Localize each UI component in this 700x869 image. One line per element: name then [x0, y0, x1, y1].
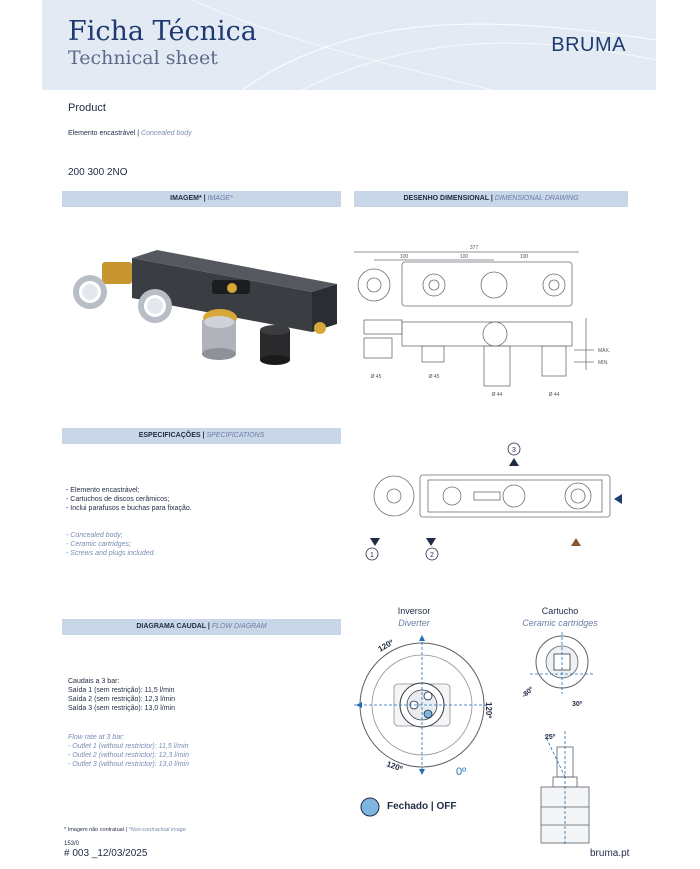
product-code: 200 300 2NO: [68, 167, 128, 178]
flow-en-line: - Outlet 3 (without restrictor): 13,0 l/min: [68, 761, 189, 768]
spec-pt-item: - Elemento encastrável;: [66, 487, 140, 494]
footer-note-pt: * Imagem não contratual: [64, 827, 124, 833]
spec-pt-item: - Inclui parafusos e buchas para fixação.: [66, 505, 192, 512]
dim-d44-a: Ø 44: [491, 392, 503, 398]
angle-0: 0º: [456, 766, 467, 778]
dim-total: 377: [469, 245, 479, 251]
angle-30: 30º: [572, 701, 583, 708]
dim-max: MAX.: [598, 348, 611, 354]
dim-d44-b: Ø 44: [548, 392, 560, 398]
angle-120-right: 120º: [484, 702, 493, 719]
callout-3: 3: [512, 447, 516, 454]
dim-100-b: 100: [459, 254, 469, 260]
band-drawing-en: DIMENSIONAL DRAWING: [494, 195, 579, 202]
band-specifications: ESPECIFICAÇÕES | SPECIFICATIONS: [62, 428, 341, 444]
band-flow-en: FLOW DIAGRAM: [211, 623, 267, 630]
band-flow-diagram: DIAGRAMA CAUDAL | FLOW DIAGRAM: [62, 619, 341, 635]
spec-pt-item: - Cartuchos de discos cerâmicos;: [66, 496, 170, 503]
brand-logo: BRUMA: [551, 34, 626, 56]
cartridge-subtitle: Ceramic cartridges: [522, 618, 598, 628]
band-image-en: IMAGE*: [207, 195, 233, 202]
legend-off: Fechado | OFF: [387, 801, 457, 812]
cartridge-top-view: [510, 632, 620, 712]
diverter-title: Inversor: [397, 606, 431, 616]
dim-100-c: 100: [519, 254, 529, 260]
header-banner: [42, 0, 656, 90]
angle-25: 25º: [545, 734, 556, 741]
flow-pt-title: Caudais a 3 bar:: [68, 678, 120, 685]
flow-en: [68, 733, 189, 769]
page-title: Ficha Técnica: [68, 16, 257, 47]
dim-d45-a: Ø 45: [370, 374, 382, 380]
angle-120-top: 120º: [376, 637, 396, 654]
dim-min: MIN.: [598, 360, 609, 366]
cartridge-title: Cartucho: [541, 606, 579, 616]
dim-d45-b: Ø 45: [428, 374, 440, 380]
footer-note: * Imagem não contratual | *Non-contractual image: [64, 827, 186, 833]
description-en: Concealed body: [141, 130, 192, 137]
orientation-drawing: [356, 440, 632, 565]
product-heading: Product: [68, 102, 106, 114]
specs-pt-list: [66, 486, 192, 513]
flow-en-line: - Outlet 1 (without restrictor): 11,5 l/min: [68, 743, 189, 750]
footer-website: bruma.pt: [590, 848, 630, 859]
band-drawing: DESENHO DIMENSIONAL | DIMENSIONAL DRAWING: [354, 191, 628, 207]
dimensional-drawing: [354, 240, 630, 400]
band-image-pt: IMAGEM*: [170, 195, 202, 202]
flow-pt-line: Saída 3 (sem restrição): 13,0 l/min: [68, 705, 175, 712]
spec-en-item: - Screws and plugs included.: [66, 550, 156, 557]
diverter-subtitle: Diverter: [398, 618, 430, 628]
band-flow-pt: DIAGRAMA CAUDAL: [136, 623, 206, 630]
footer-note-en: *Non-contractual image: [128, 827, 186, 833]
dim-100-a: 100: [399, 254, 409, 260]
flow-en-line: - Outlet 2 (without restrictor): 12,3 l/min: [68, 752, 189, 759]
flow-pt-line: Saída 1 (sem restrição): 11,5 l/min: [68, 687, 175, 694]
band-specs-pt: ESPECIFICAÇÕES: [138, 432, 201, 439]
off-marker-icon: [359, 796, 381, 818]
specs-en-list: [66, 531, 156, 558]
spec-en-item: - Concealed body;: [66, 532, 123, 539]
spec-en-item: - Ceramic cartridges;: [66, 541, 131, 548]
band-specs-en: SPECIFICATIONS: [206, 432, 265, 439]
callout-1: 1: [370, 552, 374, 559]
product-render: [62, 240, 342, 380]
description-pt: Elemento encastrável: [68, 130, 136, 137]
flow-en-title: Flow rate at 3 bar:: [68, 734, 125, 741]
footer-doc-number: # 003 _12/03/2025: [64, 848, 148, 859]
angle-120-bottom: 120º: [385, 759, 404, 774]
band-drawing-pt: DESENHO DIMENSIONAL: [403, 195, 489, 202]
angle-minus-80: -80º: [520, 686, 536, 700]
footer-revision: 153/0: [64, 841, 80, 847]
band-image: IMAGEM* | IMAGE*: [62, 191, 341, 207]
flow-pt-line: Saída 2 (sem restrição): 12,3 l/min: [68, 696, 175, 703]
page-subtitle: Technical sheet: [68, 47, 218, 69]
cartridge-side-view: [525, 725, 615, 850]
diverter-diagram: [350, 632, 500, 782]
product-description: Elemento encastrável | Concealed body: [68, 130, 192, 137]
callout-2: 2: [430, 552, 434, 559]
flow-pt: [68, 677, 175, 713]
